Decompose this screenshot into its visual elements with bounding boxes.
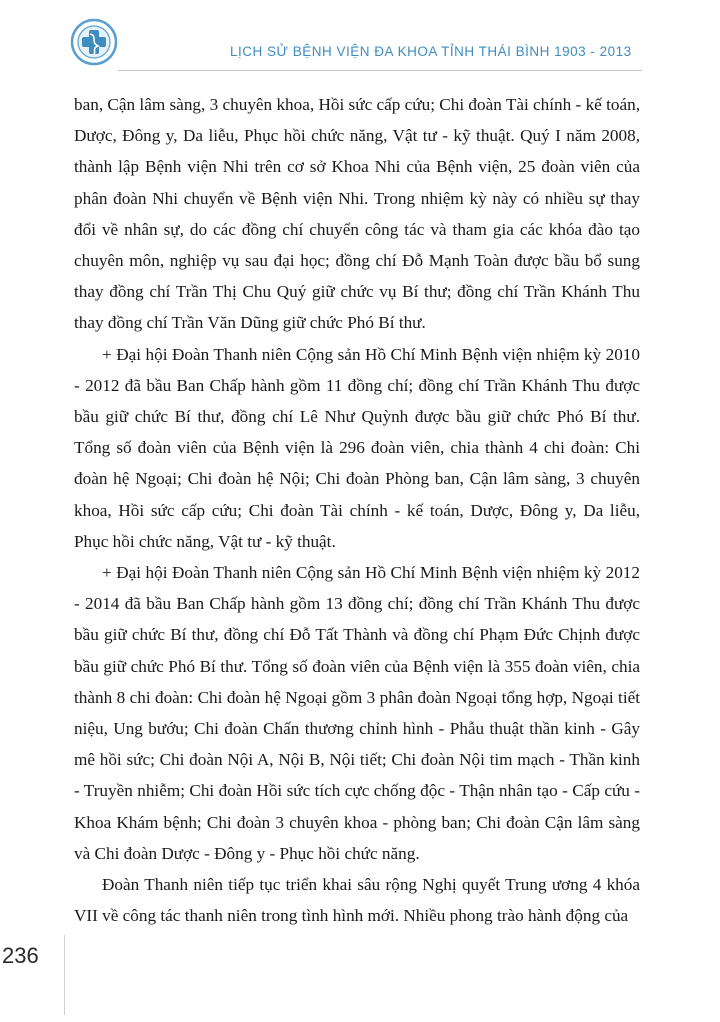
footer-divider: [64, 935, 65, 1015]
hospital-logo-icon: [70, 18, 118, 66]
header-divider: [118, 70, 642, 71]
body-text: [74, 89, 640, 931]
paragraph-2: + Đại hội Đoàn Thanh niên Cộng sản Hồ Chí Minh Bệnh viện nhiệm kỳ 2010 - 2012 đã bầu Ban Chấp hành gồm 11 đồng chí; đồng chí Trần Khánh Thu được bầu giữ chức Bí thư, đồng chí Lê Như Quỳnh được bầu giữ chức Phó Bí thư. Tổng số đoàn viên của Bệnh viện là 296 đoàn viên, chia thành 4 chi đoàn: Chi đoàn hệ Ngoại; Chi đoàn hệ Nội; Chi đoàn Phòng ban, Cận lâm sàng, 3 chuyên khoa, Hồi sức cấp cứu; Chi đoàn Tài chính - kế toán, Dược, Đông y, Da liễu, Phục hồi chức năng, Vật tư - kỹ thuật.: [74, 344, 640, 551]
paragraph-3: + Đại hội Đoàn Thanh niên Cộng sản Hồ Chí Minh Bệnh viện nhiệm kỳ 2012 - 2014 đã bầu Ban Chấp hành gồm 13 đồng chí; đồng chí Trần Khánh Thu được bầu giữ chức Bí thư, đồng chí Đỗ Tất Thành và đồng chí Phạm Đức Chịnh được bầu giữ chức Phó Bí thư. Tổng số đoàn viên của Bệnh viện là 355 đoàn viên, chia thành 8 chi đoàn: Chi đoàn hệ Ngoại gồm 3 phân đoàn Ngoại tổng hợp, Ngoại tiết niệu, Ung bướu; Chi đoàn Chấn thương chỉnh hình - Phẫu thuật thần kinh - Gây mê hồi sức; Chi đoàn Nội A, Nội B, Nội tiết; Chi đoàn Nội tim mạch - Thần kinh - Truyền nhiễm; Chi đoàn Hồi sức tích cực chống độc - Thận nhân tạo - Cấp cứu - Khoa Khám bệnh; Chi đoàn 3 chuyên khoa - phòng ban; Chi đoàn Cận lâm sàng và Chi đoàn Dược - Đông y - Phục hồi chức năng.: [74, 563, 640, 863]
running-title: LỊCH SỬ BỆNH VIỆN ĐA KHOA TỈNH THÁI BÌNH 1903 - 2013: [230, 44, 632, 59]
page-number: 236: [2, 943, 39, 968]
paragraph-1: ban, Cận lâm sàng, 3 chuyên khoa, Hồi sức cấp cứu; Chi đoàn Tài chính - kế toán, Dược, Đông y, Da liễu, Phục hồi chức năng, Vật tư - kỹ thuật. Quý I năm 2008, thành lập Bệnh viện Nhi trên cơ sở Khoa Nhi của Bệnh viện, 25 đoàn viên của phân đoàn Nhi chuyển về Bệnh viện Nhi. Trong nhiệm kỳ này có nhiều sự thay đổi về nhân sự, do các đồng chí chuyển công tác và tham gia các khóa đào tạo chuyên môn, nghiệp vụ sau đại học; đồng chí Đỗ Mạnh Toàn được bầu bổ sung thay đồng chí Trần Thị Chu Quý giữ chức vụ Bí thư; đồng chí Trần Khánh Thu thay đồng chí Trần Văn Dũng giữ chức Phó Bí thư.: [74, 95, 640, 333]
paragraph-4: Đoàn Thanh niên tiếp tục triển khai sâu rộng Nghị quyết Trung ương 4 khóa VII về công tác thanh niên trong tình hình mới. Nhiều phong trào hành động của: [74, 875, 640, 926]
